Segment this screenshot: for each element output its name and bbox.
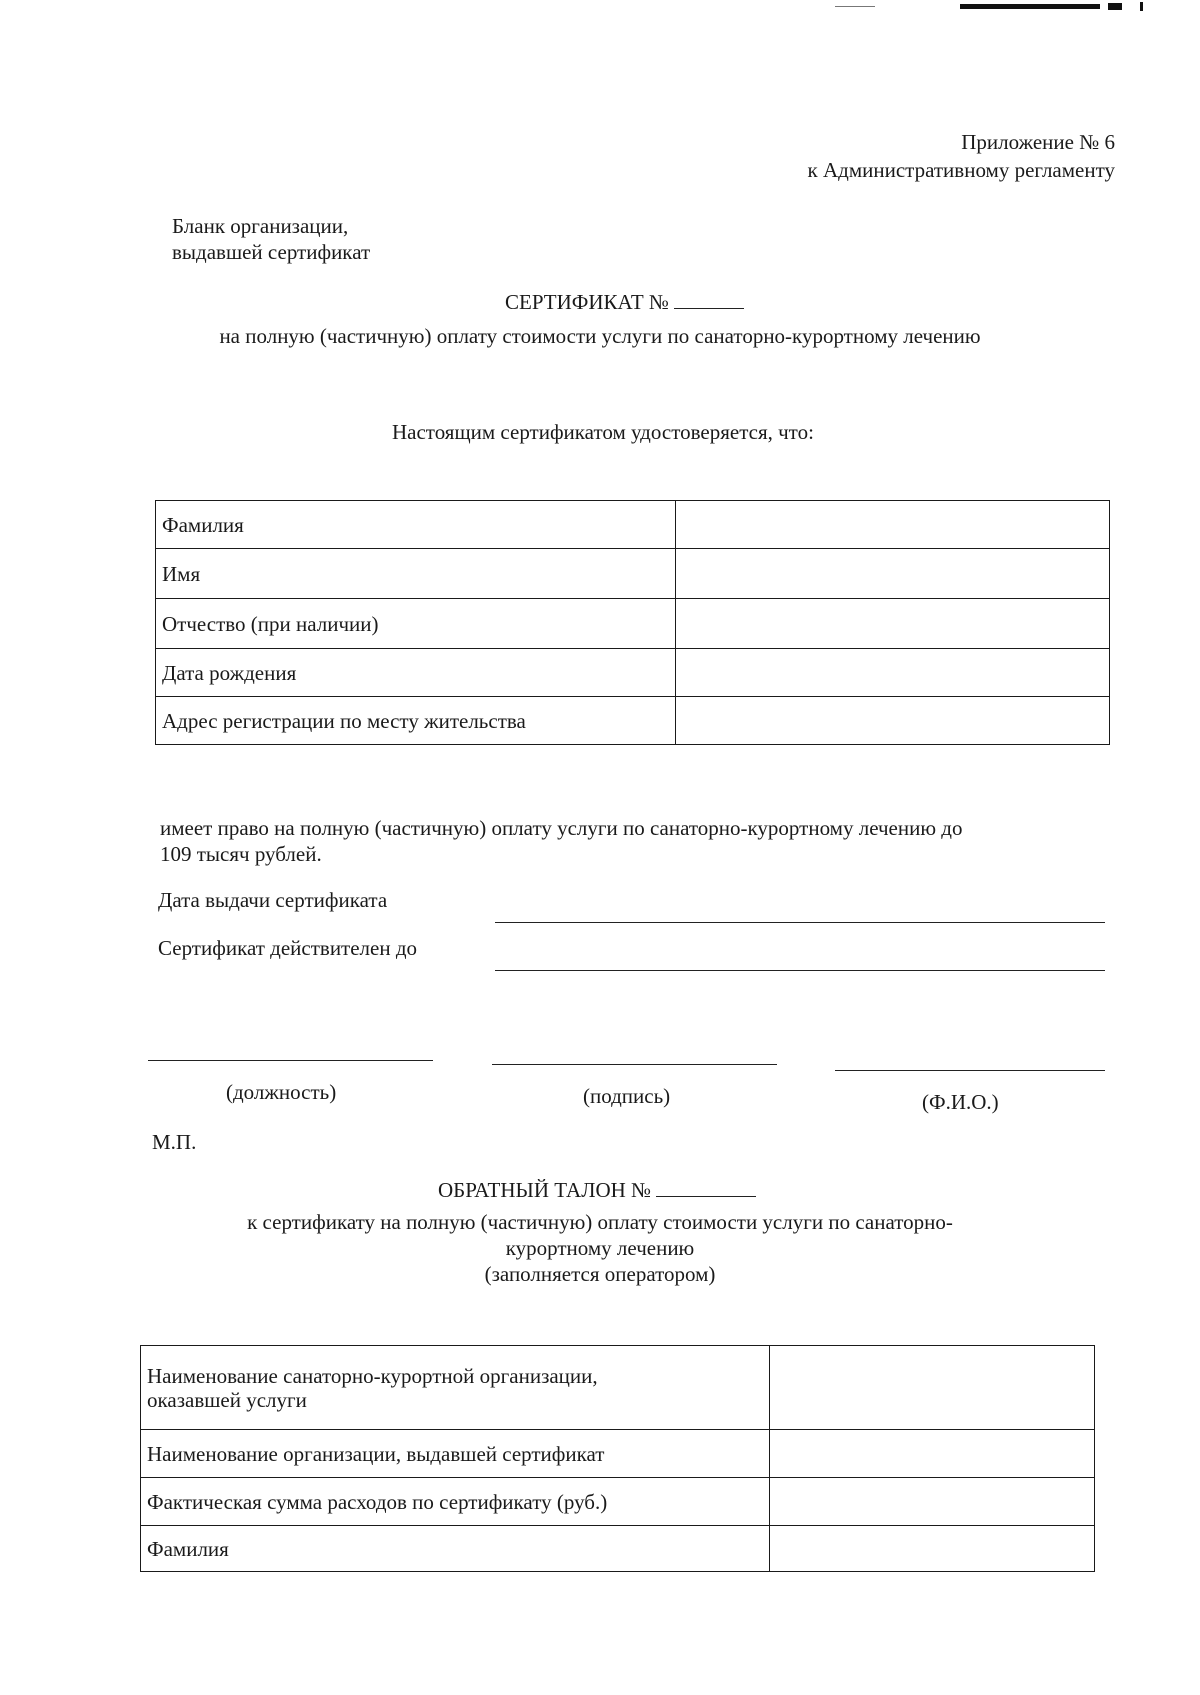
row-value[interactable] [675, 649, 1109, 697]
row-label-line1: Наименование санаторно-курортной организации, [147, 1363, 598, 1388]
row-value[interactable] [675, 549, 1109, 599]
row-label: Фамилия [141, 1526, 770, 1572]
row-label: Имя [156, 549, 676, 599]
valid-until-field[interactable] [495, 970, 1105, 971]
return-slip-subtitle-line2: курортному лечению [505, 1236, 695, 1260]
signature-field[interactable] [492, 1064, 777, 1065]
row-value[interactable] [770, 1478, 1095, 1526]
certificate-number-field[interactable] [674, 290, 744, 309]
certificate-subtitle: на полную (частичную) оплату стоимости услуги по санаторно-курортному лечению [219, 324, 981, 348]
table-row [156, 549, 1110, 599]
row-label: Наименование организации, выдавшей сертификат [141, 1430, 770, 1478]
signature-caption: (подпись) [583, 1084, 671, 1108]
valid-until-label: Сертификат действителен до [158, 936, 418, 960]
table-row [141, 1478, 1095, 1526]
table-row [141, 1526, 1095, 1572]
position-caption: (должность) [226, 1080, 337, 1104]
row-value[interactable] [770, 1430, 1095, 1478]
row-label [141, 1346, 770, 1430]
row-label: Отчество (при наличии) [156, 599, 676, 649]
row-value[interactable] [675, 501, 1109, 549]
table-row [141, 1430, 1095, 1478]
table-row [156, 501, 1110, 549]
entitlement-text-line2: 109 тысяч рублей. [160, 842, 322, 866]
issue-date-field[interactable] [495, 922, 1105, 923]
return-slip-number-field[interactable] [656, 1178, 756, 1197]
row-label: Фактическая сумма расходов по сертификату (руб.) [141, 1478, 770, 1526]
return-slip-table [140, 1345, 1095, 1572]
return-slip-title: ОБРАТНЫЙ ТАЛОН № [438, 1178, 756, 1202]
row-label: Дата рождения [156, 649, 676, 697]
table-row [156, 599, 1110, 649]
row-label: Адрес регистрации по месту жительства [156, 697, 676, 745]
certificate-intro: Настоящим сертификатом удостоверяется, что: [392, 420, 814, 444]
row-value[interactable] [675, 697, 1109, 745]
appendix-reference: к Административному регламенту [807, 158, 1115, 182]
row-value[interactable] [770, 1526, 1095, 1572]
scan-artifact [1108, 3, 1122, 10]
table-row [141, 1346, 1095, 1430]
table-row [156, 697, 1110, 745]
scan-artifact [835, 6, 875, 7]
row-value[interactable] [675, 599, 1109, 649]
scan-artifact [960, 4, 1100, 9]
org-blank-line1: Бланк организации, [172, 214, 349, 238]
certificate-recipient-table [155, 500, 1110, 745]
full-name-caption: (Ф.И.О.) [922, 1090, 999, 1114]
issue-date-label: Дата выдачи сертификата [158, 888, 388, 912]
position-field[interactable] [148, 1060, 433, 1061]
row-value[interactable] [770, 1346, 1095, 1430]
entitlement-text-line1: имеет право на полную (частичную) оплату услуги по санаторно-курортному лечению до [160, 816, 963, 840]
return-slip-subtitle-line1: к сертификату на полную (частичную) оплату стоимости услуги по санаторно- [247, 1210, 953, 1234]
stamp-place: М.П. [152, 1130, 197, 1154]
full-name-field[interactable] [835, 1070, 1105, 1071]
table-row [156, 649, 1110, 697]
row-label-line2: оказавшей услуги [147, 1387, 307, 1412]
certificate-title: СЕРТИФИКАТ № [505, 290, 744, 314]
scan-artifact [1140, 2, 1143, 11]
return-slip-subtitle-line3: (заполняется оператором) [484, 1262, 716, 1286]
org-blank-line2: выдавшей сертификат [172, 240, 371, 264]
row-label: Фамилия [156, 501, 676, 549]
appendix-number: Приложение № 6 [961, 130, 1115, 154]
